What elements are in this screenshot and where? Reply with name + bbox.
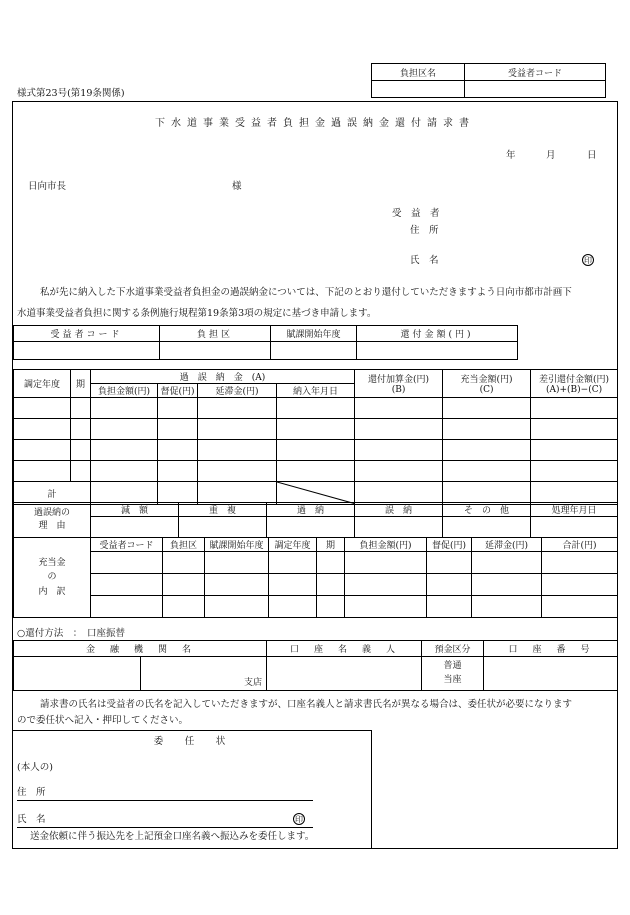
- header-period: 期: [71, 370, 91, 398]
- table-row: [14, 574, 618, 596]
- body-text-line-2: 水道事業受益者負担に関する条例施行規程第19条第3項の規定に基づき申請します。: [17, 308, 377, 319]
- proxy-principal: (本人の): [17, 762, 53, 773]
- appropriation-label: 充当金 の 内 訳: [14, 538, 91, 618]
- proxy-address-line[interactable]: [17, 800, 313, 801]
- table-row: [14, 461, 618, 482]
- bank-branch-field[interactable]: [141, 657, 267, 691]
- proxy-title: 委 任 状: [153, 736, 232, 747]
- deposit-type-field[interactable]: 普通 当座: [422, 657, 484, 691]
- appr-header-late-fee: 延滞金(円): [472, 538, 542, 552]
- appr-header-period: 期: [317, 538, 345, 552]
- refund-summary-table: [13, 325, 518, 360]
- bank-header-account-number: 口 座 番 号: [484, 641, 618, 657]
- appr-header-assess-year: 調定年度: [269, 538, 317, 552]
- appr-header-reminder: 督促(円): [427, 538, 472, 552]
- header-overpayment-group: 過 誤 納 金 (A): [91, 370, 355, 384]
- appr-header-start-year: 賦課開始年度: [205, 538, 269, 552]
- body-text-line-1: 私が先に納入した下水道事業受益者負担金の過誤納金については、下記のとおり還付していただきますよう日向市都市計画下: [40, 287, 572, 298]
- proxy-name-label: 氏 名: [17, 814, 46, 825]
- reason-table: [13, 502, 618, 538]
- refund-amount-field[interactable]: [357, 342, 518, 360]
- table-row: [14, 419, 618, 440]
- form-title: 下水道事業受益者負担金過誤納金還付請求書: [155, 118, 475, 129]
- area-name-label: 負担区名: [372, 64, 465, 81]
- table-row: [14, 440, 618, 461]
- diagonal-line: [277, 482, 355, 504]
- header-late-fee: 延滞金(円): [198, 384, 277, 398]
- bank-header-institution: 金 融 機 関 名: [14, 641, 267, 657]
- area-name-field[interactable]: [372, 81, 465, 98]
- reason-duplicate: 重 複: [179, 503, 267, 517]
- form-number: 様式第23号(第19条関係): [17, 88, 125, 99]
- appr-header-area: 負担区: [163, 538, 205, 552]
- refund-header-amount: 還付金額(円): [357, 326, 518, 342]
- total-label: 計: [14, 482, 91, 505]
- appropriation-detail-table: [13, 537, 618, 618]
- header-burden-amount: 負担金額(円): [91, 384, 158, 398]
- date-month: 月: [546, 150, 556, 161]
- proxy-address-label: 住 所: [17, 787, 46, 798]
- refund-start-year-field[interactable]: [271, 342, 357, 360]
- header-refund-add: 還付加算金(円) (B): [355, 370, 443, 398]
- addressee-name: 日向市長: [28, 181, 67, 192]
- appr-header-code: 受益者コード: [91, 538, 163, 552]
- refund-method-label: ○還付方法 ： 口座振替: [17, 628, 126, 639]
- reason-mispaid: 誤 納: [355, 503, 443, 517]
- addressee-honorific: 様: [232, 181, 242, 192]
- table-row: [14, 398, 618, 419]
- reason-processing-date: 処理年月日: [531, 503, 618, 517]
- date-day: 日: [587, 150, 597, 161]
- proxy-text: 送金依頼に伴う振込先を上記預金口座名義へ振込みを委任します。: [30, 831, 315, 842]
- header-reminder: 督促(円): [158, 384, 198, 398]
- reason-overpaid: 過 納: [267, 503, 355, 517]
- refund-header-area: 負担区: [160, 326, 271, 342]
- header-assess-year: 調定年度: [14, 370, 71, 398]
- account-number-field[interactable]: [484, 657, 618, 691]
- applicant-seal-icon: 印: [584, 256, 592, 265]
- refund-header-start-year: 賦課開始年度: [271, 326, 357, 342]
- bank-name-field[interactable]: [14, 657, 141, 691]
- refund-code-field[interactable]: [14, 342, 160, 360]
- table-row: [14, 552, 618, 574]
- table-row: [14, 596, 618, 618]
- reason-reduction: 減 額: [91, 503, 179, 517]
- proxy-seal-icon: 印: [295, 815, 303, 824]
- header-appropriation: 充当金額(円) (C): [443, 370, 531, 398]
- branch-label: 支店: [244, 678, 263, 688]
- refund-header-code: 受益者コード: [14, 326, 160, 342]
- bank-header-deposit-type: 預金区分: [422, 641, 484, 657]
- applicant-name-label: 氏 名: [410, 255, 439, 266]
- header-net-refund: 差引還付金額(円) (A)+(B)−(C): [531, 370, 618, 398]
- appr-header-burden: 負担金額(円): [345, 538, 427, 552]
- appr-header-total: 合計(円): [542, 538, 618, 552]
- header-payment-date: 納入年月日: [277, 384, 355, 398]
- bank-header-holder: 口 座 名 義 人: [267, 641, 422, 657]
- note-line-1: 請求書の氏名は受益者の氏名を記入していただきますが、口座名義人と請求書氏名が異なる場合は、委任状が必要になります: [40, 699, 573, 710]
- top-code-table: [371, 63, 606, 98]
- note-line-2: ので委任状へ記入・押印してください。: [17, 715, 189, 726]
- refund-area-field[interactable]: [160, 342, 271, 360]
- reason-other: そ の 他: [443, 503, 531, 517]
- date-year: 年: [506, 150, 516, 161]
- reason-label: 過誤納の 理 由: [14, 503, 91, 538]
- proxy-name-line[interactable]: [17, 827, 313, 828]
- bank-table: [13, 640, 618, 691]
- beneficiary-code-field[interactable]: [465, 81, 606, 98]
- applicant-address-label: 住 所: [410, 225, 439, 236]
- account-holder-field[interactable]: [267, 657, 422, 691]
- overpayment-table: [13, 369, 618, 505]
- beneficiary-code-label: 受益者コード: [465, 64, 606, 81]
- applicant-label: 受 益 者: [392, 208, 440, 219]
